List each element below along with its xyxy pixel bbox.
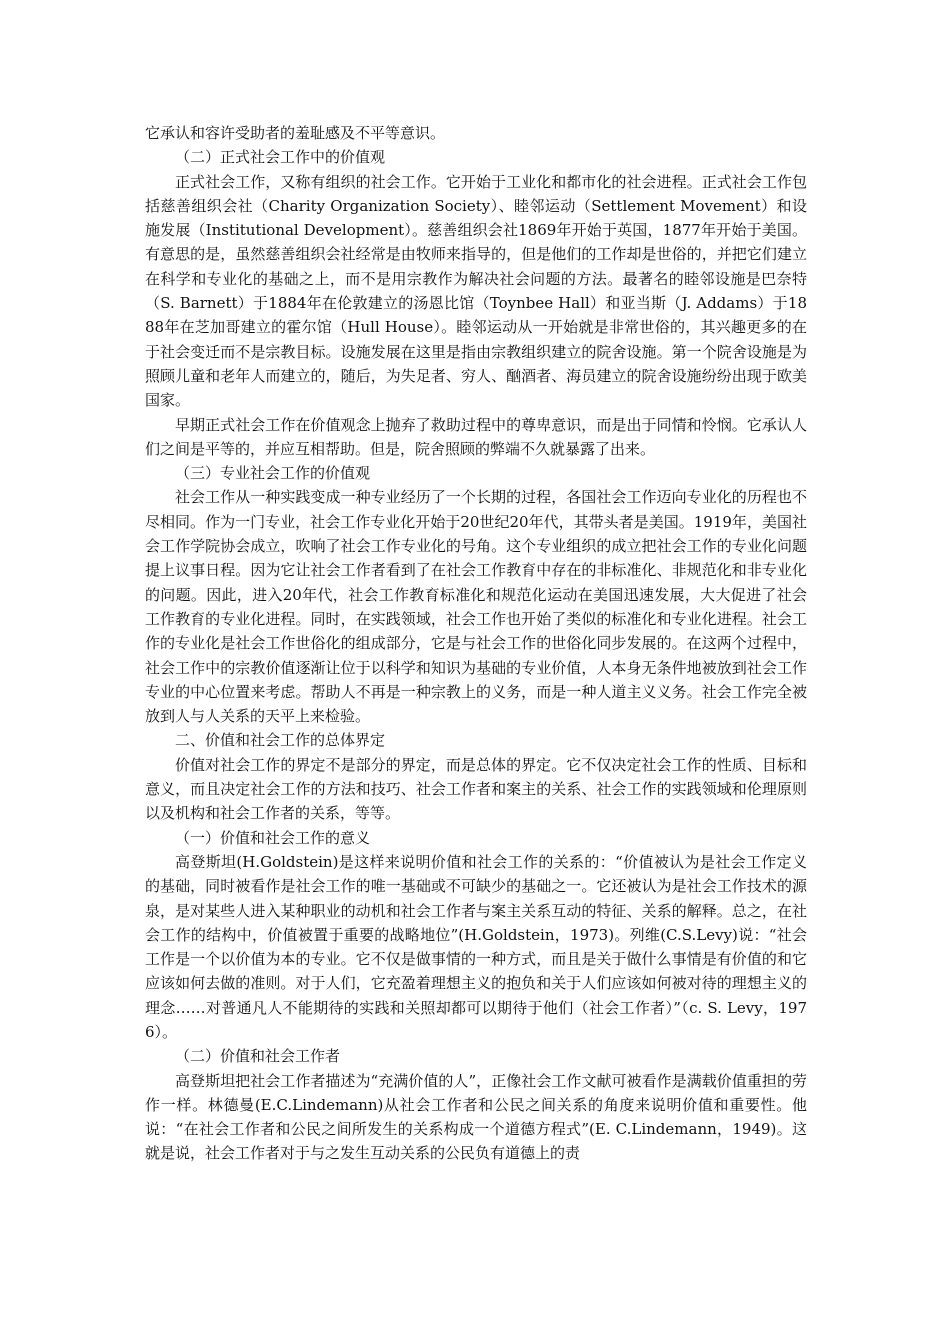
paragraph-goldstein-levy: 高登斯坦(H.Goldstein)是这样来说明价值和社会工作的关系的：“价值被认为是社会工作定义的基础，同时被看作是社会工作的唯一基础或不可缺少的基础之一。它还被认为是社会工作技术的源泉，是对某些人进入某种职业的动机和社会工作者与案主关系互动的特征、关系的解释。总之，在社会工作的结构中，价值被置于重要的战略地位”(H.Goldstein，1973)。列维(C.S.Levy)说：“社会工作是一个以价值为本的专业。它不仅是做事情的一种方式，而且是关于做什么事情是有价值的和它应该如何去做的准则。对于人们，它充盈着理想主义的抱负和关于人们应该如何被对待的理想主义的理念……对普通凡人不能期待的实践和关照却都可以期待于他们（社会工作者）”（c. S. Levy，1976）。	[145, 852, 807, 1041]
subsection-heading-professional-values: （三）专业社会工作的价值观	[175, 464, 371, 483]
paragraph-continuation: 它承认和容许受助者的羞耻感及不平等意识。	[145, 124, 446, 142]
subsection-heading-social-workers: （二）价值和社会工作者	[175, 1047, 341, 1066]
subsection-heading-formal-social-work: （二）正式社会工作中的价值观	[175, 148, 386, 167]
paragraph-early-formal-values: 早期正式社会工作在价值观念上抛弃了救助过程中的尊卑意识，而是出于同情和怜悯。它承认人们之间是平等的，并应互相帮助。但是，院舍照顾的弊端不久就暴露了出来。	[145, 415, 807, 458]
paragraph-overall-definition: 价值对社会工作的界定不是部分的界定，而是总体的界定。它不仅决定社会工作的性质、目标和意义，而且决定社会工作的方法和技巧、社会工作者和案主的关系、社会工作的实践领域和伦理原则以及机构和社会工作者的关系，等等。	[145, 755, 807, 823]
paragraph-formal-social-work: 正式社会工作，又称有组织的社会工作。它开始于工业化和都市化的社会进程。正式社会工作包括慈善组织会社（Charity Organization Society）、睦邻运动（Settlement Movement）和设施发展（Institutional Development）。慈善组织会社1869年开始于英国，1877年开始于美国。有意思的是，虽然慈善组织会社经常是由牧师来指导的，但是他们的工作却是世俗的，并把它们建立在科学和专业化的基础之上，而不是用宗教作为解决社会问题的方法。最著名的睦邻设施是巴奈特（S. Barnett）于1884年在伦敦建立的汤恩比馆（Toynbee Hall）和亚当斯（J. Addams）于1888年在芝加哥建立的霍尔馆（Hull House）。睦邻运动从一开始就是非常世俗的，其兴趣更多的在于社会变迁而不是宗教目标。设施发展在这里是指由宗教组织建立的院舍设施。第一个院舍设施是为照顾儿童和老年人而建立的，随后，为失足者、穷人、酗酒者、海员建立的院舍设施纷纷出现于欧美国家。	[145, 172, 807, 410]
subsection-heading-meaning: （一）价值和社会工作的意义	[175, 828, 371, 847]
paragraph-professionalization: 社会工作从一种实践变成一种专业经历了一个长期的过程，各国社会工作迈向专业化的历程也不尽相同。作为一门专业，社会工作专业化开始于20世纪20年代，其带头者是美国。1919年，美国社会工作学院协会成立，吹响了社会工作专业化的号角。这个专业组织的成立把社会工作的专业化问题提上议事日程。因为它让社会工作者看到了在社会工作教育中存在的非标准化、非规范化和非专业化的问题。因此，进入20年代，社会工作教育标准化和规范化运动在美国迅速发展，大大促进了社会工作教育的专业化进程。同时，在实践领域，社会工作也开始了类似的标准化和专业化进程。社会工作的专业化是社会工作世俗化的组成部分，它是与社会工作的世俗化同步发展的。在这两个过程中，社会工作中的宗教价值逐渐让位于以科学和知识为基础的专业价值，人本身无条件地被放到社会工作专业的中心位置来考虑。帮助人不再是一种宗教上的义务，而是一种人道主义义务。社会工作完全被放到人与人关系的天平上来检验。	[145, 488, 807, 726]
document-page	[145, 121, 807, 1166]
paragraph-value-laden-workers: 高登斯坦把社会工作者描述为“充满价值的人”，正像社会工作文献可被看作是满载价值重担的劳作一样。林德曼(E.C.Lindemann)从社会工作者和公民之间关系的角度来说明价值和重要性。他说：“在社会工作者和公民之间所发生的关系构成一个道德方程式”(E. C.Lindemann，1949)。这就是说，社会工作者对于与之发生互动关系的公民负有道德上的责	[145, 1071, 807, 1163]
section-heading-overall-definition: 二、价值和社会工作的总体界定	[175, 731, 386, 750]
